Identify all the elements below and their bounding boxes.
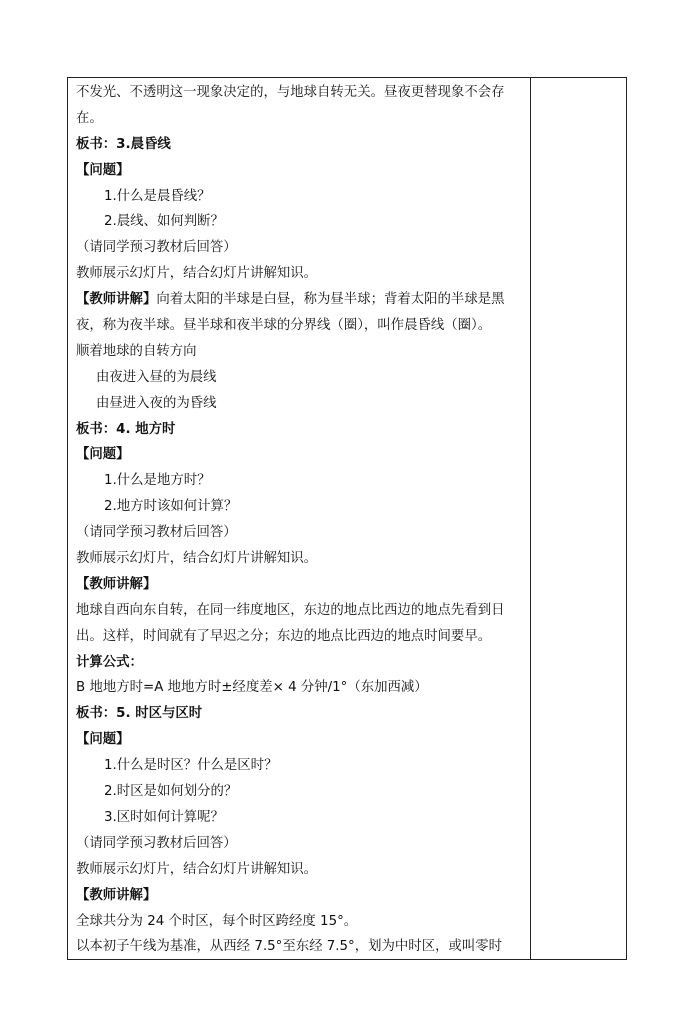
text-line: 在。	[76, 110, 103, 126]
text-line: 【问题】	[76, 732, 130, 748]
text-line: 板书：3.晨昏线	[76, 136, 171, 152]
lead-label: 【教师讲解】	[76, 292, 157, 308]
text-line: 3.区时如何计算呢？	[104, 809, 224, 825]
text-line: 夜，称为夜半球。昼半球和夜半球的分界线（圈），叫作晨昏线（圈）。	[76, 318, 492, 334]
text-line: 不发光、不透明这一现象决定的，与地球自转无关。昼夜更替现象不会存	[76, 85, 505, 100]
text-line: （请同学预习教材后回答）	[76, 240, 237, 256]
text-line: （请同学预习教材后回答）	[76, 525, 237, 541]
text-line: （请同学预习教材后回答）	[76, 835, 237, 851]
text-line: 教师展示幻灯片，结合幻灯片讲解知识。	[76, 551, 318, 567]
text-line: 板书：5. 时区与区时	[76, 706, 203, 722]
text-line: 【教师讲解】	[76, 576, 157, 592]
text-line: 教师展示幻灯片，结合幻灯片讲解知识。	[76, 266, 318, 282]
text-line: 出。这样，时间就有了早迟之分；东边的地点比西边的地点时间要早。	[76, 628, 492, 644]
text-line: 【问题】	[76, 162, 130, 178]
text-line: 1.什么是晨昏线？	[104, 188, 211, 204]
text-line: 由夜进入昼的为晨线	[96, 369, 217, 385]
text-line: 以本初子午线为基准，从西经 7.5°至东经 7.5°，划为中时区，或叫零时	[76, 939, 503, 955]
lead-text: 向着太阳的半球是白昼，称为昼半球；背着太阳的半球是黑	[156, 292, 505, 308]
text-line: 1.什么是地方时？	[104, 473, 211, 489]
text-line: 顺着地球的自转方向	[76, 343, 197, 359]
column-divider	[530, 77, 531, 960]
text-line: 2.地方时该如何计算？	[104, 499, 238, 515]
text-line: 板书：4. 地方时	[76, 421, 176, 437]
text-line: 【教师讲解】	[76, 887, 157, 903]
text-line: 2.时区是如何划分的？	[104, 784, 238, 800]
text-line: 1.什么是时区？什么是区时？	[104, 758, 278, 774]
text-line: 教师展示幻灯片，结合幻灯片讲解知识。	[76, 861, 318, 877]
text-line: 全球共分为 24 个时区，每个时区跨经度 15°。	[76, 913, 358, 929]
text-line	[76, 287, 526, 313]
text-line: 【问题】	[76, 447, 130, 463]
lesson-content	[76, 80, 526, 960]
text-line: B 地地方时=A 地地方时±经度差× 4 分钟/1°（东加西减）	[76, 680, 428, 696]
text-line: 由昼进入夜的为昏线	[96, 395, 217, 411]
text-line: 2.晨线、如何判断？	[104, 214, 224, 230]
text-line: 计算公式：	[76, 654, 143, 670]
text-line: 地球自西向东自转，在同一纬度地区，东边的地点比西边的地点先看到日	[76, 602, 505, 618]
